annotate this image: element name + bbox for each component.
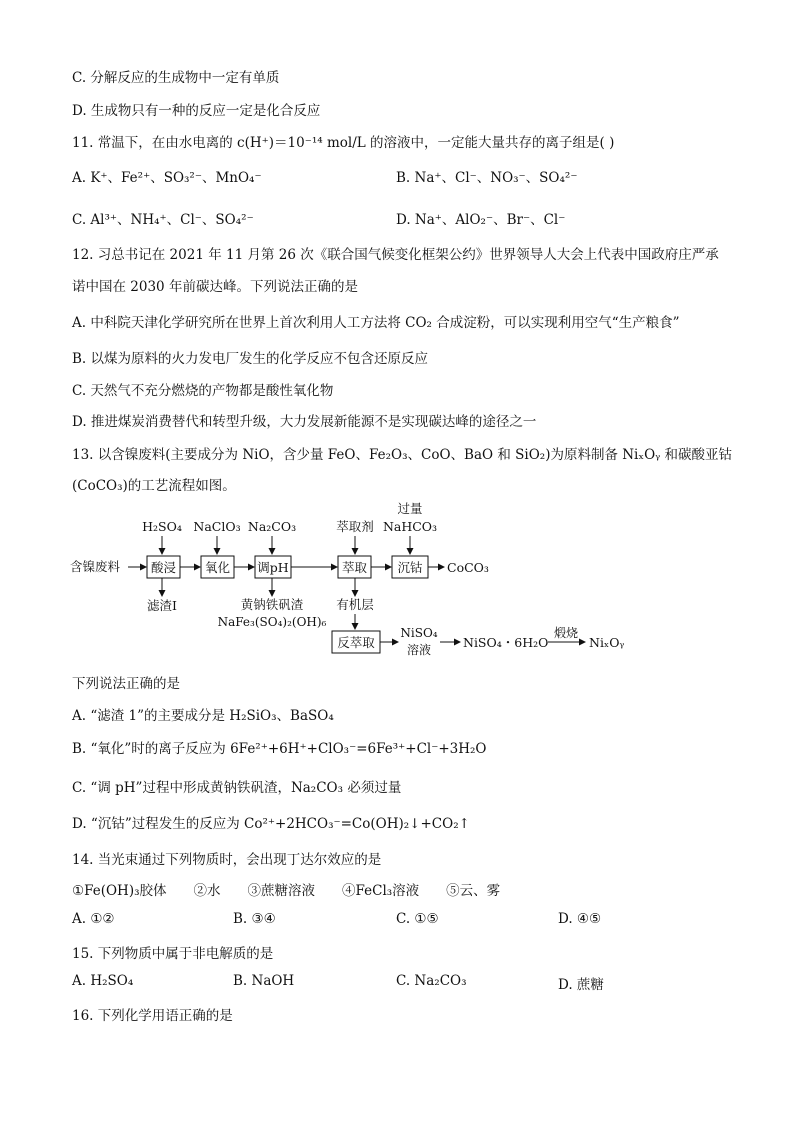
q13-option-a: A. “滤渣 1”的主要成分是 H₂SiO₃、BaSO₄ (72, 708, 334, 724)
calcination-label: 煅烧 (553, 626, 579, 640)
solution-label: 溶液 (406, 643, 432, 657)
q13-option-c: C. “调 pH”过程中形成黄钠铁矾渣，Na₂CO₃ 必须过量 (72, 780, 402, 796)
product-coco3: CoCO₃ (447, 560, 489, 575)
nickel-sulfate: NiSO₄ (400, 626, 438, 640)
q11-option-c: C. Al³⁺、NH₄⁺、Cl⁻、SO₄²⁻ (72, 212, 254, 228)
jarosite-formula: NaFe₃(SO₄)₂(OH)₆ (217, 615, 327, 629)
step-extraction: 萃取 (341, 560, 368, 575)
q14-option-a: A. ①② (72, 911, 115, 927)
organic-layer: 有机层 (336, 597, 374, 612)
step-back-extraction: 反萃取 (337, 635, 375, 650)
reagent-nahco3: NaHCO₃ (382, 519, 438, 534)
q13-option-b: B. “氧化”时的离子反应为 6Fe²⁺+6H⁺+ClO₃⁻=6Fe³⁺+Cl⁻+3H₂O (72, 741, 487, 757)
q14-option-b: B. ③④ (233, 911, 276, 927)
q12-stem-line2: 诺中国在 2030 年前碳达峰。下列说法正确的是 (72, 279, 358, 295)
step-adjust-ph: 调pH (257, 560, 289, 575)
q11-option-a: A. K⁺、Fe²⁺、SO₃²⁻、MnO₄⁻ (72, 170, 262, 186)
q12-option-d: D. 推进煤炭消费替代和转型升级，大力发展新能源不是实现碳达峰的途径之一 (72, 414, 537, 430)
q15-stem: 15. 下列物质中属于非电解质的是 (72, 946, 274, 962)
q14-stem: 14. 当光束通过下列物质时，会出现丁达尔效应的是 (72, 852, 382, 868)
step-oxidation: 氧化 (204, 560, 231, 575)
raw-material-label: 含镍废料 (70, 559, 121, 574)
q11-option-b: B. Na⁺、Cl⁻、NO₃⁻、SO₄²⁻ (396, 170, 578, 186)
step-acid-leach: 酸浸 (150, 560, 177, 575)
q15-option-d: D. 蔗糖 (558, 977, 604, 993)
q13-stem-line2: (CoCO₃)的工艺流程如图。 (72, 478, 236, 494)
nickel-sulfate-hydrate: NiSO₄・6H₂O (463, 635, 549, 650)
residue-1: 滤渣Ⅰ (147, 598, 177, 613)
q16-stem: 16. 下列化学用语正确的是 (72, 1008, 233, 1024)
q13-option-d: D. “沉钴”过程发生的反应为 Co²⁺+2HCO₃⁻=Co(OH)₂↓+CO₂↑ (72, 816, 470, 832)
product-nixoy: NiₓOᵧ (589, 635, 625, 650)
q11-stem: 11. 常温下，在由水电离的 c(H⁺)＝10⁻¹⁴ mol/L 的溶液中，一定能大量共存的离子组是( ) (72, 135, 615, 151)
q15-option-b: B. NaOH (233, 973, 295, 989)
step-cobalt-precip: 沉钴 (397, 560, 423, 575)
q10-option-c: C. 分解反应的生成物中一定有单质 (72, 70, 280, 86)
reagent-extractant: 萃取剂 (336, 519, 374, 534)
reagent-na2co3: Na₂CO₃ (247, 519, 297, 534)
process-flowchart (70, 498, 720, 663)
reagent-naclo3: NaClO₃ (193, 519, 241, 534)
q14-items: ①Fe(OH)₃胶体 ②水 ③蔗糖溶液 ④FeCl₃溶液 ⑤云、雾 (72, 883, 501, 899)
q14-option-c: C. ①⑤ (396, 911, 439, 927)
q12-stem-line1: 12. 习总书记在 2021 年 11 月第 26 次《联合国气候变化框架公约》世界领导人大会上代表中国政府庄严承 (72, 247, 719, 263)
jarosite-residue: 黄钠铁矾渣 (240, 597, 304, 612)
q12-option-b: B. 以煤为原料的火力发电厂发生的化学反应不包含还原反应 (72, 351, 429, 367)
q15-option-a: A. H₂SO₄ (72, 973, 134, 989)
q14-option-d: D. ④⑤ (558, 911, 602, 927)
q11-option-d: D. Na⁺、AlO₂⁻、Br⁻、Cl⁻ (396, 212, 566, 228)
q12-option-a: A. 中科院天津化学研究所在世界上首次利用人工方法将 CO₂ 合成淀粉，可以实现利用空气“生产粮食” (72, 315, 680, 331)
q10-option-d: D. 生成物只有一种的反应一定是化合反应 (72, 103, 321, 119)
q13-ask: 下列说法正确的是 (72, 676, 180, 692)
reagent-excess-label: 过量 (397, 501, 423, 516)
q15-option-c: C. Na₂CO₃ (396, 973, 467, 989)
q13-stem-line1: 13. 以含镍废料(主要成分为 NiO，含少量 FeO、Fe₂O₃、CoO、BaO 和 SiO₂)为原料制备 NiₓOᵧ 和碳酸亚钴 (72, 447, 733, 463)
reagent-h2so4: H₂SO₄ (142, 519, 182, 534)
q12-option-c: C. 天然气不充分燃烧的产物都是酸性氧化物 (72, 383, 334, 399)
